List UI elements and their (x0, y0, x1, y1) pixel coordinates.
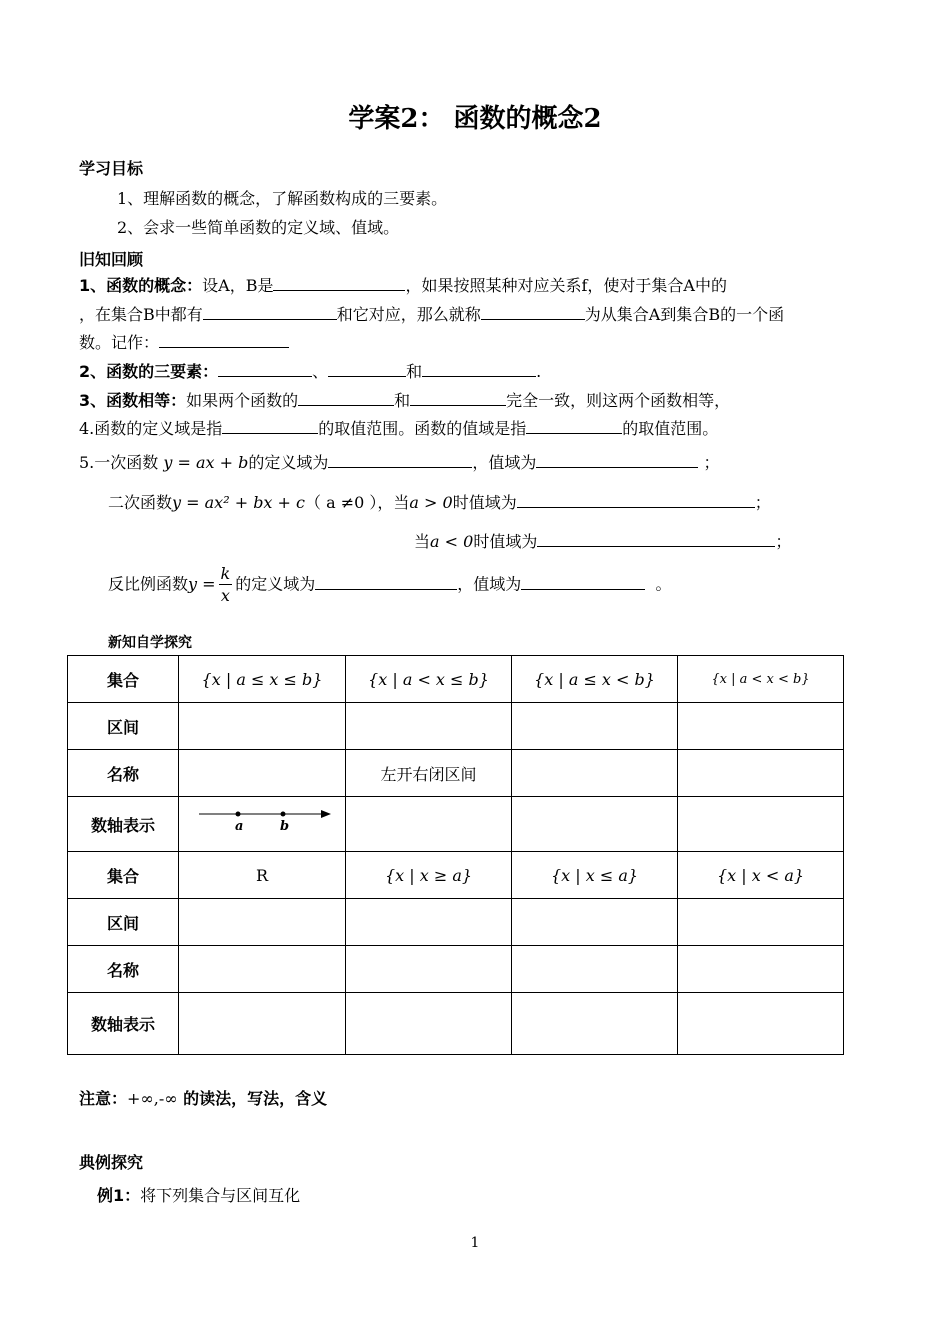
point-a (236, 812, 241, 817)
empty-cell (678, 703, 844, 750)
table-row (68, 656, 844, 703)
review-concept-line2 (79, 302, 784, 325)
quad-cond: （ a ≠0 ） (305, 493, 378, 512)
quad-when2: 当 (414, 532, 431, 551)
empty-cell (512, 899, 678, 946)
inv-text-b: 的定义域为 (235, 574, 316, 594)
table-row (68, 750, 844, 797)
equal-label: 3、函数相等： (79, 391, 187, 410)
interval-table (67, 655, 844, 1055)
set-cell: {x | x ≥ a} (346, 852, 512, 899)
inv-end: 。 (655, 574, 672, 594)
note-text: 的读法，写法，含义 (177, 1089, 328, 1108)
point-b (281, 812, 286, 817)
concept-text-b: ，如果按照某种对应关系f，使对于集合A中的 (405, 276, 727, 295)
linear-end: ； (703, 453, 720, 472)
quad-formula: y = ax² + bx + c (172, 493, 305, 512)
set-cell: {x | x < a} (678, 852, 844, 899)
review-domain-line (79, 416, 718, 439)
label-b: b (280, 819, 290, 834)
equal-text-c: 完全一致，则这两个函数相等， (506, 391, 731, 410)
empty-cell (678, 797, 844, 852)
linear-text-b: 的定义域为 (248, 453, 329, 472)
blank (521, 575, 645, 590)
set-cell: {x | a ≤ x < b} (512, 656, 678, 703)
inv-text-c: ，值域为 (457, 574, 522, 594)
blank (410, 391, 506, 406)
quad-text-a: 二次函数 (108, 493, 173, 512)
row-label-name: 名称 (68, 946, 179, 993)
page-number: 1 (470, 1235, 480, 1251)
empty-cell (346, 797, 512, 852)
empty-cell (512, 750, 678, 797)
quad-end: ； (754, 493, 771, 512)
empty-cell (512, 946, 678, 993)
page-title: 学案2： 函数的概念2 (348, 104, 602, 134)
row-label-name: 名称 (68, 750, 179, 797)
blank (218, 362, 312, 377)
empty-cell (512, 993, 678, 1055)
empty-cell (678, 993, 844, 1055)
and-word: 和 (406, 362, 423, 381)
table-row (68, 703, 844, 750)
set-cell: R (179, 852, 346, 899)
number-line-arrow (321, 810, 331, 818)
empty-cell (179, 703, 346, 750)
example-1-label: 例1： (97, 1186, 141, 1205)
quad-range1: 时值域为 (452, 493, 517, 512)
inv-text-a: 反比例函数 (108, 574, 189, 594)
note-symbols: +∞,-∞ (127, 1089, 178, 1108)
review-inverse-line (108, 566, 671, 604)
review-elements-line (79, 359, 541, 382)
empty-cell (179, 750, 346, 797)
concept-text-a: 设A，B是 (202, 276, 274, 295)
blank (537, 532, 775, 547)
review-quadratic-line2 (414, 529, 791, 552)
row-label-numline: 数轴表示 (68, 797, 179, 852)
goals-heading: 学习目标 (79, 159, 144, 178)
blank (315, 575, 457, 590)
linear-formula: y = ax + b (163, 453, 249, 472)
numline-cell (179, 797, 346, 852)
table-row (68, 797, 844, 852)
empty-cell (179, 993, 346, 1055)
set-cell: {x | a < x ≤ b} (346, 656, 512, 703)
blank (328, 362, 406, 377)
end-dot: . (536, 362, 542, 381)
name-cell: 左开右闭区间 (346, 750, 512, 797)
example-1-text: 将下列集合与区间互化 (140, 1186, 301, 1205)
and-word: 和 (394, 391, 411, 410)
table-row (68, 946, 844, 993)
quad-cond2: a < 0 (430, 532, 474, 551)
blank (203, 305, 337, 320)
explore-heading: 新知自学探究 (108, 635, 192, 651)
blank (526, 419, 622, 434)
goal-item: 1、理解函数的概念，了解函数构成的三要素。 (117, 189, 448, 208)
number-line (179, 797, 345, 851)
empty-cell (678, 946, 844, 993)
table-row (68, 993, 844, 1055)
empty-cell (346, 899, 512, 946)
goal-item: 2、会求一些简单函数的定义域、值域。 (117, 218, 400, 237)
row-label-set: 集合 (68, 656, 179, 703)
concept-text-d: 和它对应，那么就称 (336, 305, 481, 324)
set-cell: {x | a < x < b} (678, 656, 844, 703)
row-label-interval: 区间 (68, 703, 179, 750)
review-linear-line (79, 450, 720, 473)
empty-cell (346, 946, 512, 993)
blank (536, 453, 698, 468)
example-1 (97, 1183, 300, 1206)
blank (273, 276, 405, 291)
quad-end: ； (775, 532, 792, 551)
elements-label: 2、函数的三要素： (79, 362, 219, 381)
blank (422, 362, 536, 377)
review-equal-line (79, 388, 730, 411)
blank (328, 453, 472, 468)
blank (159, 333, 289, 348)
empty-cell (346, 993, 512, 1055)
set-cell: {x | x ≤ a} (512, 852, 678, 899)
linear-text-c: ，值域为 (472, 453, 537, 472)
empty-cell (512, 797, 678, 852)
empty-cell (346, 703, 512, 750)
fraction-denominator: x (220, 586, 230, 605)
row-label-numline: 数轴表示 (68, 993, 179, 1055)
empty-cell (179, 899, 346, 946)
sep: 、 (312, 362, 329, 381)
empty-cell (512, 703, 678, 750)
quad-range2: 时值域为 (473, 532, 538, 551)
table-row (68, 852, 844, 899)
empty-cell (678, 899, 844, 946)
row-label-interval: 区间 (68, 899, 179, 946)
review-heading: 旧知回顾 (79, 250, 144, 269)
label-a: a (235, 819, 244, 834)
example-heading: 典例探究 (79, 1153, 144, 1172)
inv-y: y = (188, 574, 216, 594)
note-label: 注意： (79, 1089, 128, 1108)
domain-text-b: 的取值范围。函数的值域是指 (318, 419, 527, 438)
table-row (68, 899, 844, 946)
empty-cell (678, 750, 844, 797)
blank (481, 305, 585, 320)
blank (517, 493, 755, 508)
blank (222, 419, 318, 434)
blank (298, 391, 394, 406)
domain-text-c: 的取值范围。 (622, 419, 719, 438)
concept-text-c: ，在集合B中都有 (79, 305, 203, 324)
review-concept-line3 (79, 330, 289, 353)
concept-label: 1、函数的概念： (79, 276, 203, 295)
note-line (79, 1086, 327, 1109)
concept-text-e: 为从集合A到集合B的一个函 (584, 305, 785, 324)
fraction-numerator: k (220, 564, 231, 583)
quad-when1: ，当 (377, 493, 410, 512)
linear-text-a: 5.一次函数 (79, 453, 159, 472)
domain-text-a: 4.函数的定义域是指 (79, 419, 223, 438)
row-label-set: 集合 (68, 852, 179, 899)
concept-text-f: 数。记作： (79, 333, 160, 352)
quad-cond1: a > 0 (409, 493, 453, 512)
empty-cell (179, 946, 346, 993)
review-concept-line1 (79, 273, 727, 296)
equal-text-a: 如果两个函数的 (186, 391, 299, 410)
review-quadratic-line (108, 490, 771, 513)
fraction (219, 566, 233, 604)
set-cell: {x | a ≤ x ≤ b} (179, 656, 346, 703)
